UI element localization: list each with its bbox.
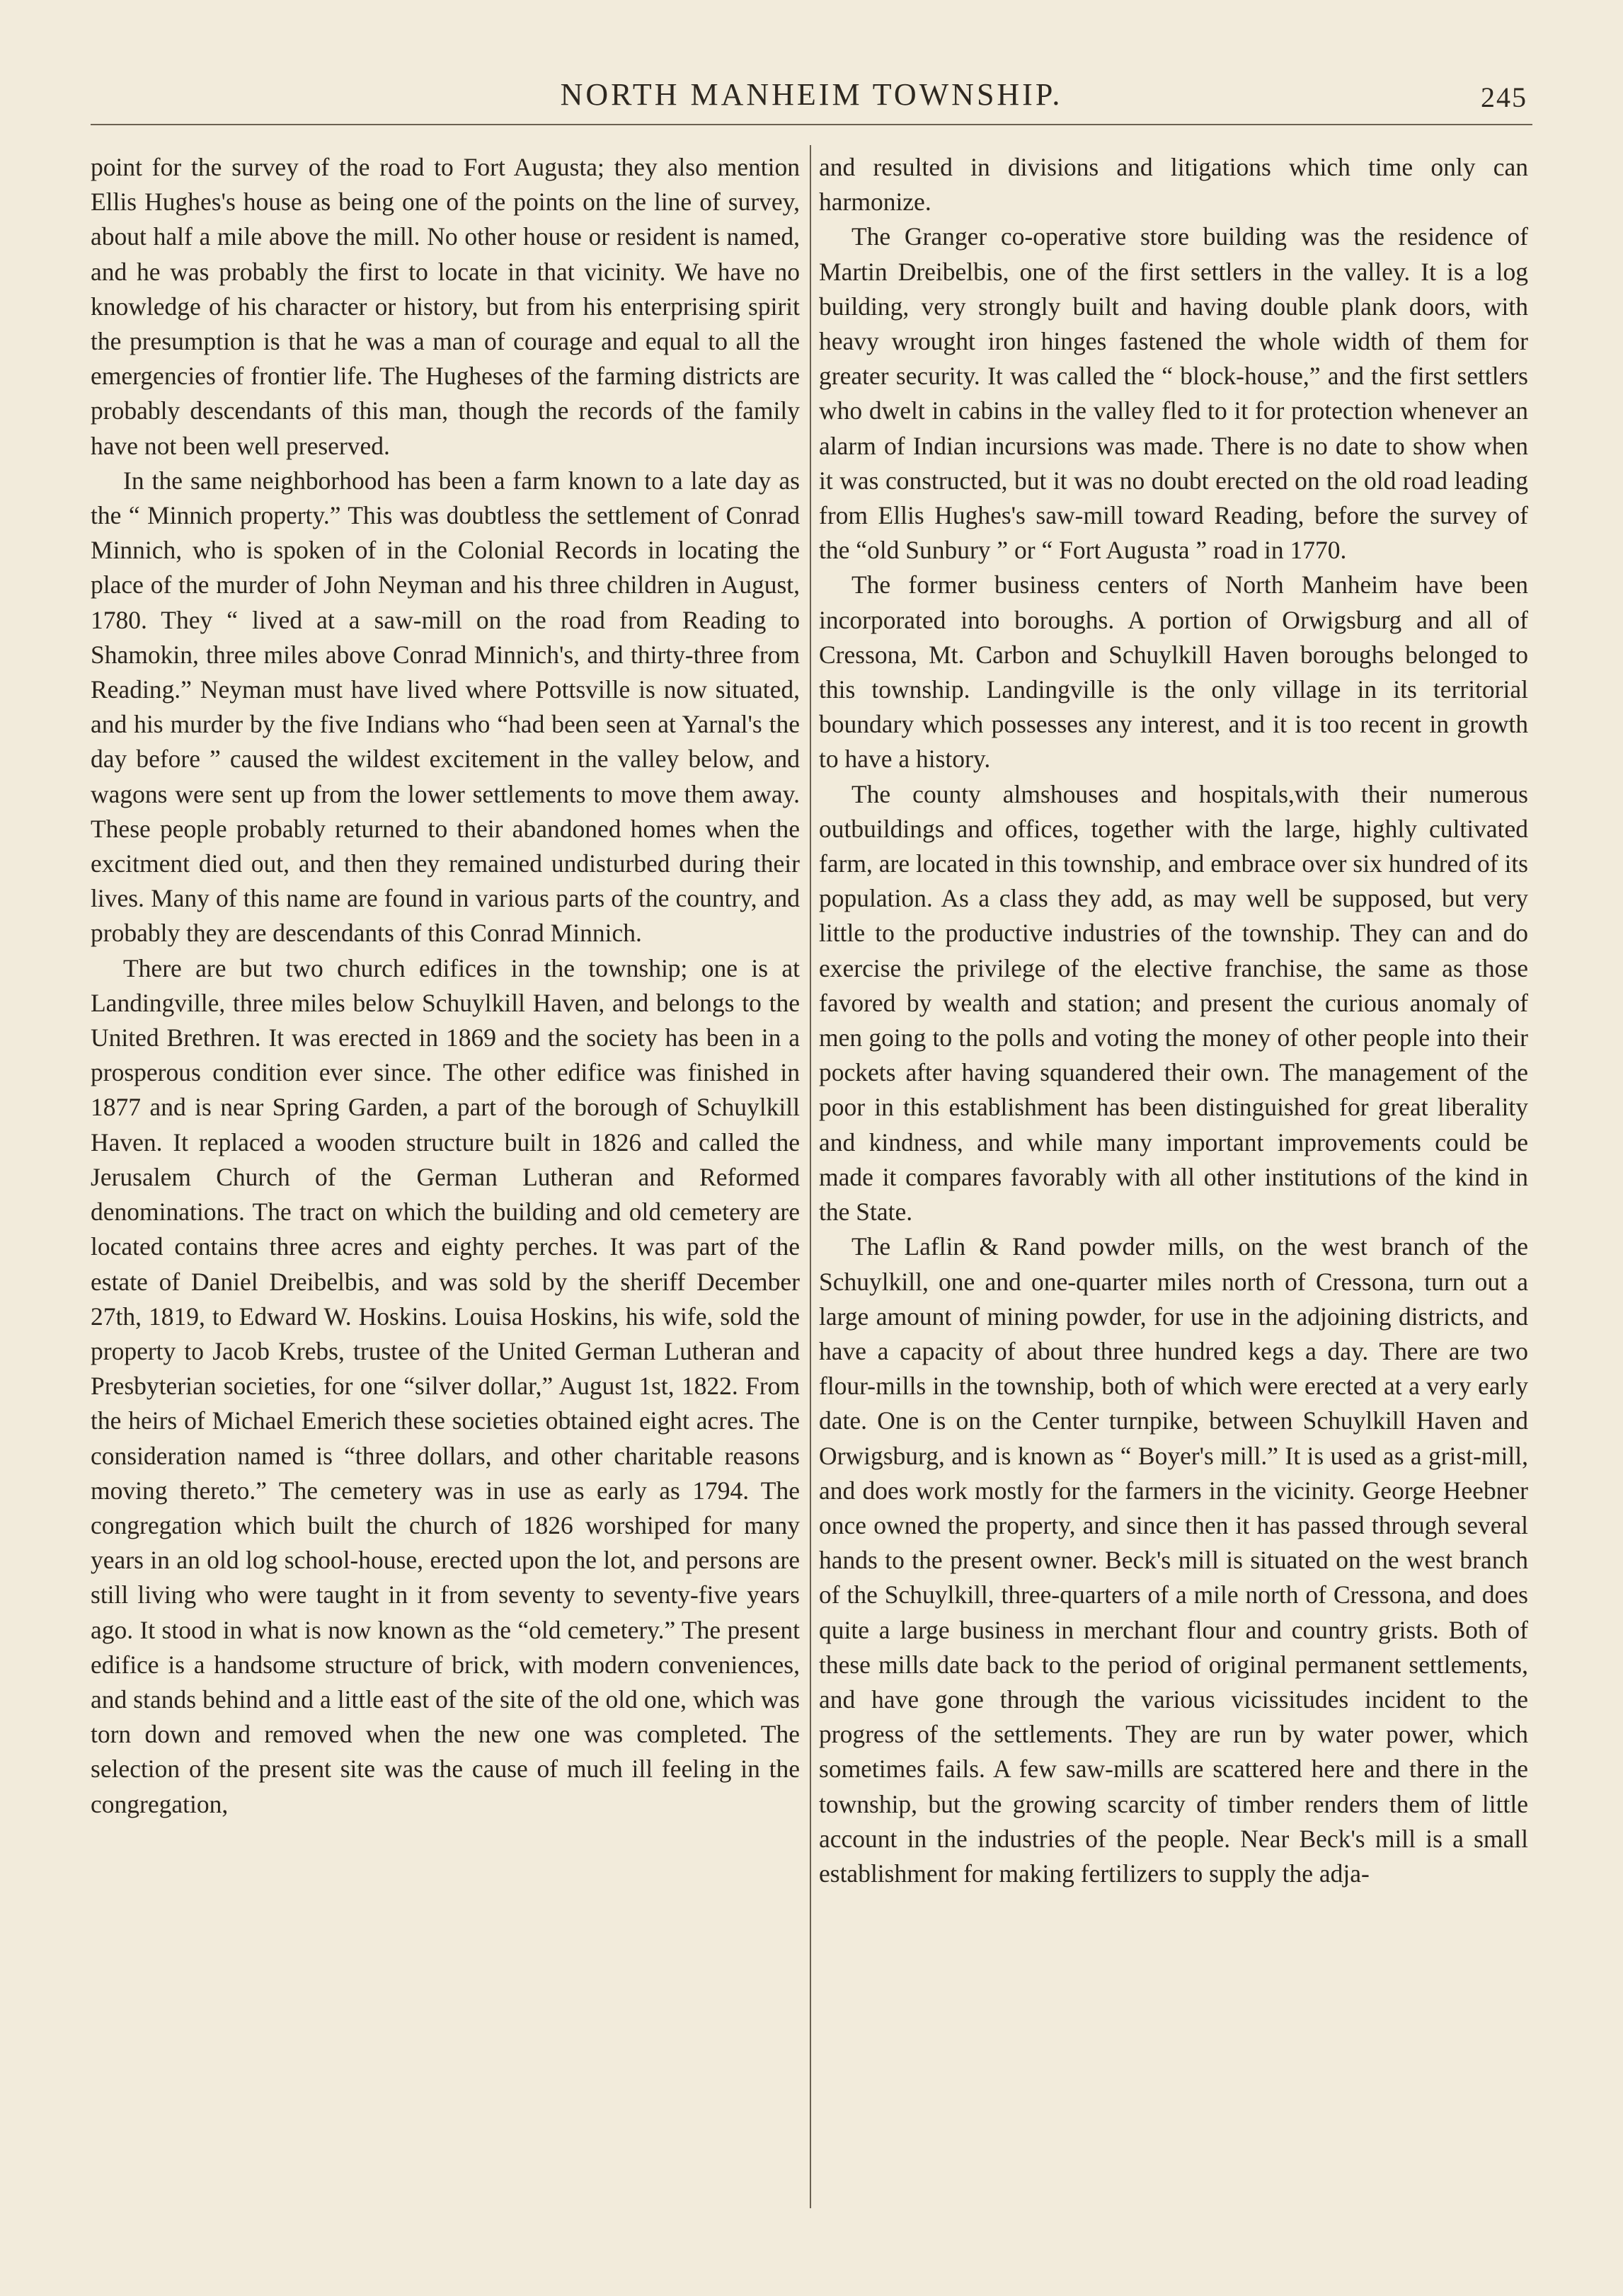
header-rule bbox=[91, 124, 1532, 125]
paragraph: and resulted in divisions and litigations which time only can harmonize. bbox=[819, 153, 1528, 217]
running-title: NORTH MANHEIM TOWNSHIP. bbox=[560, 77, 1063, 112]
paragraph: In the same neighborhood has been a farm known to a late day as the “ Minnich property.” This was doubtless the settlement of Conrad Minnich, who is spoken of in the Colonial Records in locating the place of the murder of John Neyman and his three children in August, 1780. They “ lived at a saw-mill on the road from Reading to Shamokin, three miles above Conrad Minnich's, and thirty-three from Reading.” Neyman must have lived where Pottsville is now situated, and his murder by the five Indians who “had been seen at Yarnal's the day before ” caused the wildest excitement in the valley below, and wagons were sent up from the lower settlements to move them away. These people probably returned to their abandoned homes when the excitment died out, and then they remained undisturbed during their lives. Many of this name are found in various parts of the country, and probably they are descendants of this Conrad Minnich. bbox=[91, 466, 800, 948]
paragraph: The Granger co-operative store building was the residence of Martin Dreibelbis, one of the first settlers in the valley. It is a log building, very strongly built and having double plank doors, with heavy wrought iron hinges fastened the whole width of them for greater security. It was called the “ block-house,” and the first settlers who dwelt in cabins in the valley fled to it for protection whenever an alarm of Indian incursions was made. There is no date to show when it was constructed, but it was no doubt erected on the old road leading from Ellis Hughes's saw-mill toward Reading, before the survey of the “old Sunbury ” or “ Fort Augusta ” road in 1770. bbox=[819, 222, 1528, 565]
paragraph: The former business centers of North Manheim have been incorporated into boroughs. A portion of Orwigsburg and all of Cressona, Mt. Carbon and Schuylkill Haven boroughs belonged to this township. Landingville is the only village in its territorial boundary which possesses any interest, and it is too recent in growth to have a history. bbox=[819, 570, 1528, 774]
page-header bbox=[0, 0, 1623, 127]
paragraph: The county almshouses and hospitals,with their numerous outbuildings and offices, together with the large, highly cultivated farm, are located in this township, and embrace over six hundred of its population. As a class they add, as may well be supposed, but very little to the productive industries of the township. They can and do exercise the privilege of the elective franchise, the same as those favored by wealth and station; and present the curious anomaly of men going to the polls and voting the money of other people into their pockets after having squandered their own. The management of the poor in this establishment has been distinguished for great liberality and kindness, and while many important improvements could be made it compares favorably with all other institutions of the kind in the State. bbox=[819, 779, 1528, 1227]
page-number: 245 bbox=[1481, 81, 1527, 113]
paragraph: The Laflin & Rand powder mills, on the west branch of the Schuylkill, one and one-quarter miles north of Cressona, turn out a large amount of mining powder, for use in the adjoining districts, and have a capacity of about three hundred kegs a day. There are two flour-mills in the township, both of which were erected at a very early date. One is on the Center turnpike, between Schuylkill Haven and Orwigsburg, and is known as “ Boyer's mill.” It is used as a grist-mill, and does work mostly for the farmers in the vicinity. George Heebner once owned the property, and since then it has passed through several hands to the present owner. Beck's mill is situated on the west branch of the Schuylkill, three-quarters of a mile north of Cressona, and does quite a large business in merchant flour and country grists. Both of these mills date back to the period of original permanent settlements, and have gone through the various vicissitudes incident to the progress of the settlements. They are run by water power, which sometimes fails. A few saw-mills are scattered here and there in the township, but the growing scarcity of timber renders them of little account in the industries of the people. Near Beck's mill is a small establishment for making fertilizers to supply the adja- bbox=[819, 1232, 1528, 1888]
column-divider bbox=[810, 145, 811, 2208]
paragraph: point for the survey of the road to Fort Augusta; they also mention Ellis Hughes's house as being one of the points on the line of survey, about half a mile above the mill. No other house or resident is named, and he was probably the first to locate in that vicinity. We have no knowledge of his character or history, but from his enterprising spirit the presumption is that he was a man of courage and equal to all the emergencies of frontier life. The Hugheses of the farming districts are probably descendants of this man, though the records of the family have not been well preserved. bbox=[91, 153, 800, 460]
right-column bbox=[819, 150, 1528, 1891]
paragraph: There are but two church edifices in the township; one is at Landingville, three miles below Schuylkill Haven, and belongs to the United Brethren. It was erected in 1869 and the society has been in a prosperous condition ever since. The other edifice was finished in 1877 and is near Spring Garden, a part of the borough of Schuylkill Haven. It replaced a wooden structure built in 1826 and called the Jerusalem Church of the German Lutheran and Reformed denominations. The tract on which the building and old cemetery are located contains three acres and eighty perches. It was part of the estate of Daniel Dreibelbis, and was sold by the sheriff December 27th, 1819, to Edward W. Hoskins. Louisa Hoskins, his wife, sold the property to Jacob Krebs, trustee of the United German Lutheran and Presbyterian societies, for one “silver dollar,” August 1st, 1822. From the heirs of Michael Emerich these societies obtained eight acres. The consideration named is “three dollars, and other charitable reasons moving thereto.” The cemetery was in use as early as 1794. The congregation which built the church of 1826 worshiped for many years in an old log school-house, erected upon the lot, and persons are still living who were taught in it from seventy to seventy-five years ago. It stood in what is now known as the “old cemetery.” The present edifice is a handsome structure of brick, with modern conveniences, and stands behind and a little east of the site of the old one, which was torn down and removed when the new one was completed. The selection of the present site was the cause of much ill feeling in the congregation, bbox=[91, 953, 800, 1818]
left-column bbox=[91, 150, 800, 1822]
